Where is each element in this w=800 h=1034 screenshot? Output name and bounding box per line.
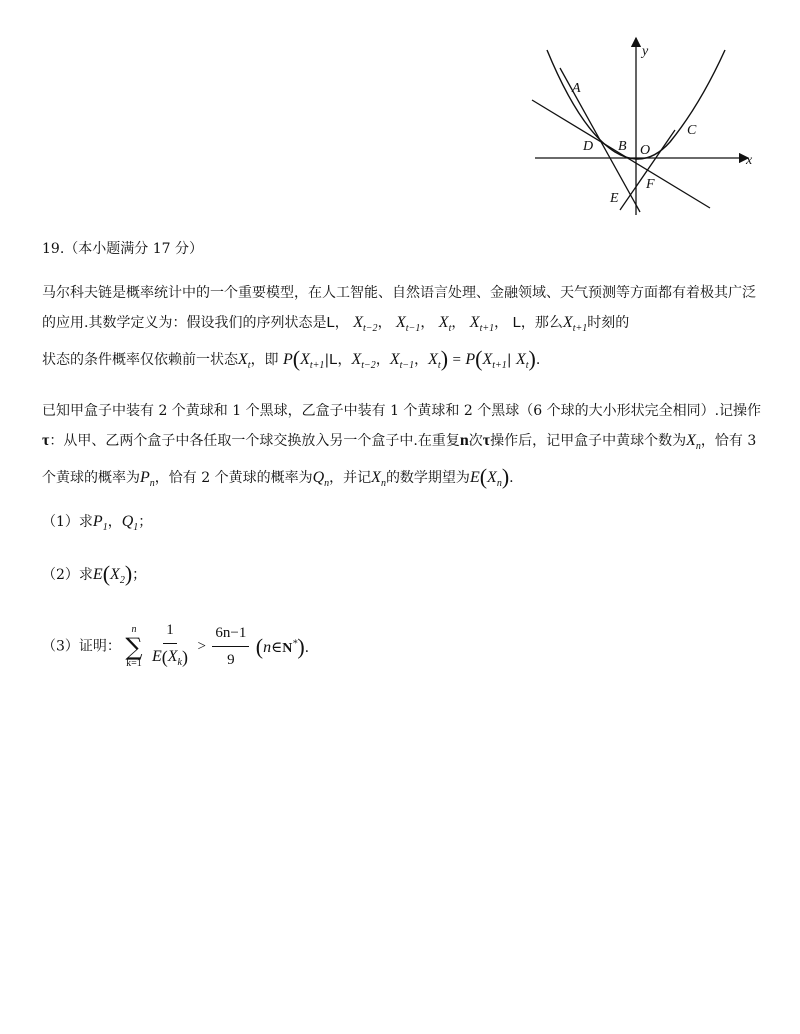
setup-paragraph: 已知甲盒子中装有 2 个黄球和 1 个黑球，乙盒子中装有 1 个黄球和 2 个黑球（6 个球的大小形状完全相同）.记操作τ：从甲、乙两个盒子中各任取一个球交换放入另一个盒子中.在重复n次τ操作后，记甲盒子中黄球个数为$X_n$，恰有 3 个黄球的概率为$P_n$，恰有 2 个黄球的概率为$Q_n$，并记$X_n$的数学期望为$E(X_n)$. (42, 403, 762, 489)
parabola-figure (520, 30, 760, 220)
label-x: x (746, 153, 753, 168)
label-O: O (640, 143, 651, 158)
label-y: y (642, 44, 649, 59)
part-2: （2）求$E(X_2)$； (42, 561, 147, 586)
line-db (532, 100, 710, 208)
part-3: （3）证明： n ∑ k=1 $\frac{1}{E(X_k)}$ > $\frac{6n-1}{9}$ (n∈N*). (42, 618, 309, 675)
line-eoc (620, 130, 675, 210)
coordinate-diagram (520, 30, 760, 220)
ellipsis-glyph: L (326, 314, 335, 331)
tau-symbol: τ (42, 432, 50, 449)
label-A: A (572, 81, 581, 96)
label-F: F (646, 177, 655, 192)
fraction-lhs: $\frac{1}{E(X_k)}$ (149, 618, 191, 675)
summation: n ∑ k=1 (125, 623, 143, 669)
fraction-rhs: $\frac{6n-1}{9}$ (212, 621, 249, 672)
label-B: B (618, 139, 627, 154)
question-number: 19.（本小题满分 17 分） (42, 241, 203, 257)
markov-formula: $P(X_{t+1}|L$，$X_{t-2}$，$X_{t-1}$，$X_t) = P(X_{t+1}|$ $X_t$). (283, 345, 541, 371)
intro-paragraph: 马尔科夫链是概率统计中的一个重要模型，在人工智能、自然语言处理、金融领域、天气预测等方面都有着极其广泛的应用.其数学定义为：假设我们的序列状态是L， $X_{t-2}$， $X_{t-1}$， $X_t$， $X_{t+1}$， L，那么$X_{t+1}$时刻的 状态的条件概率仅依赖前一状态$X_t$，即 $P(X_{t+1}|L$，$X_{t-2}$，$X_{t-1}$，$X_t) = P(X_{t+1}|$ $X_t$). (42, 285, 756, 371)
label-C: C (687, 123, 697, 138)
label-E: E (610, 191, 619, 206)
part-1: （1）求$P_1$，$Q_1$； (42, 513, 153, 533)
intro-text-1: 马尔科夫链是概率统计中的一个重要模型，在人工智能、自然语言处理、金融领域、天气预测等方面都有着极其广泛的应用.其数学定义为：假设我们的序列状态是 (42, 285, 756, 331)
label-D: D (583, 139, 594, 154)
intro-text-2: 状态的条件概率仅依赖前一状态 (42, 351, 238, 368)
